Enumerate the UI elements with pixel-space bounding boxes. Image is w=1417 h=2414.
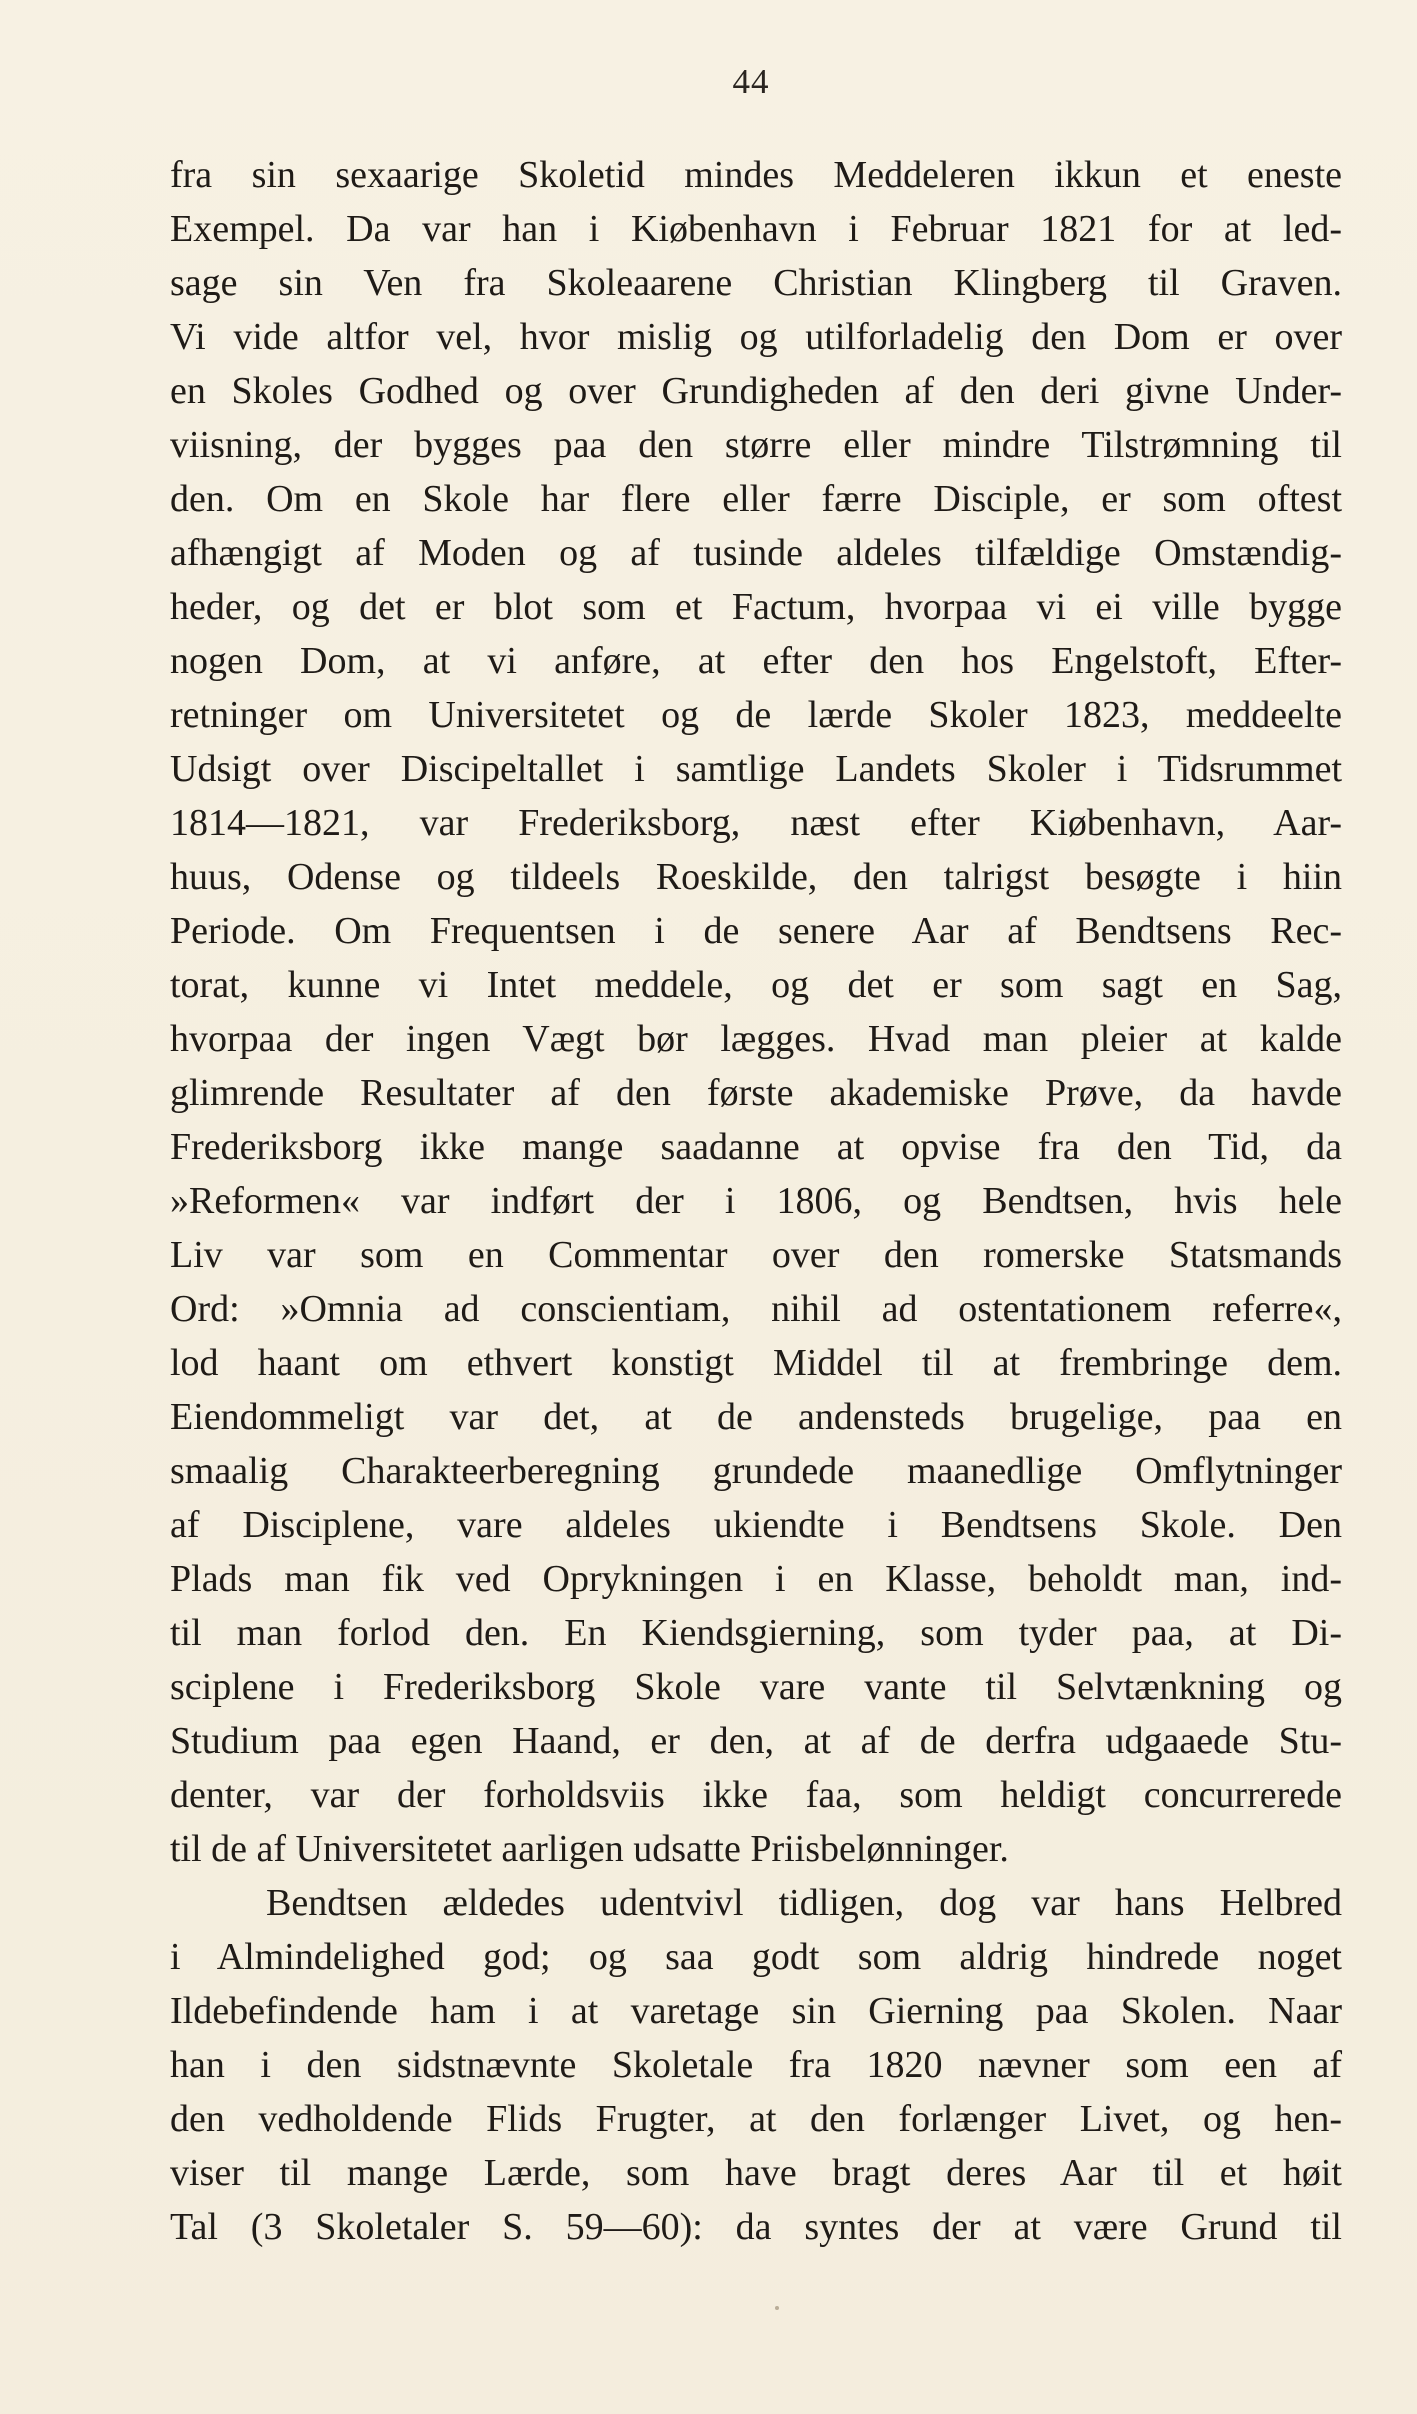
text-line: afhængigt af Moden og af tusinde aldeles tilfældige Omstændig- [170,532,1342,574]
text-line: Liv var som en Commentar over den romerske Statsmands [170,1234,1342,1276]
text-line: i Almindelighed god; og saa godt som aldrig hindrede noget [170,1936,1342,1978]
text-line: Ord: »Omnia ad conscientiam, nihil ad ostentationem referre«, [170,1288,1342,1330]
text-line: retninger om Universitetet og de lærde Skoler 1823, meddeelte [170,694,1342,736]
text-line: sciplene i Frederiksborg Skole vare vante til Selvtænkning og [170,1666,1342,1708]
text-line: Plads man fik ved Oprykningen i en Klasse, beholdt man, ind- [170,1558,1342,1600]
text-line: glimrende Resultater af den første akademiske Prøve, da havde [170,1072,1342,1114]
text-line: Tal (3 Skoletaler S. 59—60): da syntes der at være Grund til [170,2206,1342,2248]
text-line: Periode. Om Frequentsen i de senere Aar af Bendtsens Rec- [170,910,1342,952]
text-line: til man forlod den. En Kiendsgierning, som tyder paa, at Di- [170,1612,1342,1654]
text-line: viser til mange Lærde, som have bragt deres Aar til et høit [170,2152,1342,2194]
text-line: til de af Universitetet aarligen udsatte Priisbelønninger. [170,1828,1009,1870]
text-line: den vedholdende Flids Frugter, at den forlænger Livet, og hen- [170,2098,1342,2140]
text-line: den. Om en Skole har flere eller færre Disciple, er som oftest [170,478,1342,520]
text-line: af Disciplene, vare aldeles ukiendte i Bendtsens Skole. Den [170,1504,1342,1546]
text-line: torat, kunne vi Intet meddele, og det er som sagt en Sag, [170,964,1342,1006]
body-text [170,148,1342,2254]
text-line: fra sin sexaarige Skoletid mindes Meddeleren ikkun et eneste [170,154,1342,196]
text-line: Eiendommeligt var det, at de andensteds brugelige, paa en [170,1396,1342,1438]
text-line: Ildebefindende ham i at varetage sin Gierning paa Skolen. Naar [170,1990,1342,2032]
text-line: Frederiksborg ikke mange saadanne at opvise fra den Tid, da [170,1126,1342,1168]
text-line: Exempel. Da var han i Kiøbenhavn i Februar 1821 for at led- [170,208,1342,250]
paper-speck [775,2306,779,2310]
text-line: sage sin Ven fra Skoleaarene Christian Klingberg til Graven. [170,262,1342,304]
text-line: en Skoles Godhed og over Grundigheden af den deri givne Under- [170,370,1342,412]
text-line: 1814—1821, var Frederiksborg, næst efter Kiøbenhavn, Aar- [170,802,1342,844]
text-line: heder, og det er blot som et Factum, hvorpaa vi ei ville bygge [170,586,1342,628]
text-line: Udsigt over Discipeltallet i samtlige Landets Skoler i Tidsrummet [170,748,1342,790]
text-line: viisning, der bygges paa den større eller mindre Tilstrømning til [170,424,1342,466]
text-line: Bendtsen ældedes udentvivl tidligen, dog var hans Helbred [266,1882,1342,1924]
text-line: Studium paa egen Haand, er den, at af de derfra udgaaede Stu- [170,1720,1342,1762]
text-line: smaalig Charakteerberegning grundede maanedlige Omflytninger [170,1450,1342,1492]
text-line: han i den sidstnævnte Skoletale fra 1820 nævner som een af [170,2044,1342,2086]
text-line: »Reformen« var indført der i 1806, og Bendtsen, hvis hele [170,1180,1342,1222]
text-line: Vi vide altfor vel, hvor mislig og utilforladelig den Dom er over [170,316,1342,358]
text-line: hvorpaa der ingen Vægt bør lægges. Hvad man pleier at kalde [170,1018,1342,1060]
text-line: huus, Odense og tildeels Roeskilde, den talrigst besøgte i hiin [170,856,1342,898]
page-number: 44 [732,62,770,101]
text-line: lod haant om ethvert konstigt Middel til at frembringe dem. [170,1342,1342,1384]
text-line: nogen Dom, at vi anføre, at efter den hos Engelstoft, Efter- [170,640,1342,682]
text-line: denter, var der forholdsviis ikke faa, som heldigt concurrerede [170,1774,1342,1816]
